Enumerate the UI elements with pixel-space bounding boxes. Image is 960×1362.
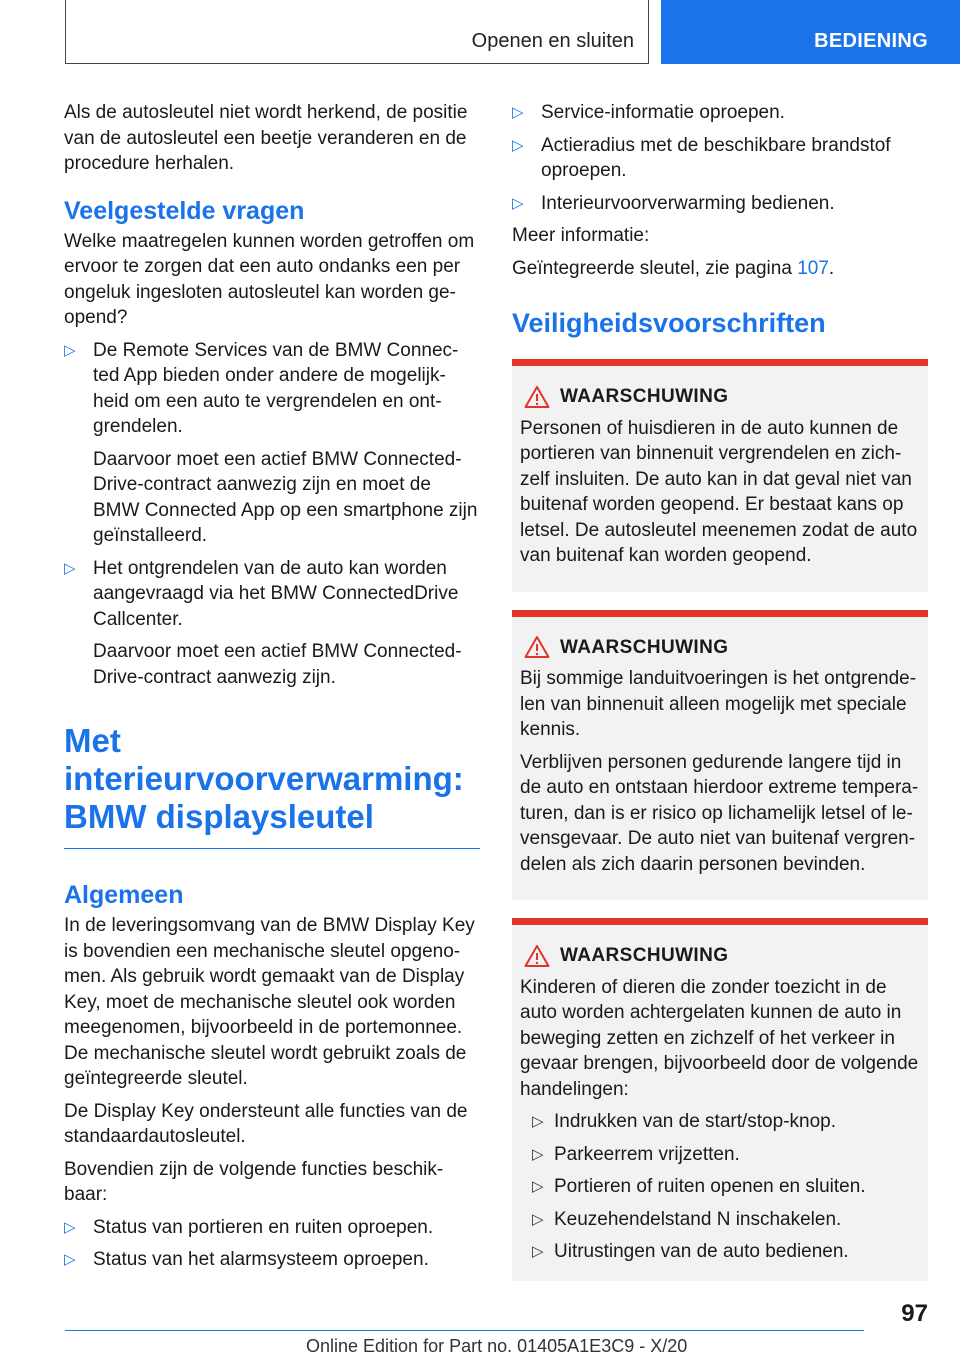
triangle-bullet-icon: ▷ xyxy=(64,1251,76,1268)
warning-text: Personen of huisdieren in de auto kunnen de portieren van binnenuit vergrendelen en zich-zelf insluiten. De auto kan in dat geval niet van buitenaf worden geopend. Er bestaat kans op letsel. De autosleutel meenemen zodat de auto van buitenaf kan worden geopend. xyxy=(520,417,918,566)
cross-reference xyxy=(512,256,928,282)
warning-text: Kinderen of dieren die zonder toezicht in de auto worden achtergelaten kunnen de auto in beweging zetten en zichzelf of het verkeer in gevaar brengen, bijvoorbeeld door de volgende handelingen: xyxy=(520,976,919,1100)
list-item xyxy=(520,1142,920,1168)
function-list xyxy=(64,1215,480,1273)
main-heading xyxy=(64,722,480,836)
warning-item-text: Uitrustingen van de auto bedienen. xyxy=(554,1241,849,1262)
main-heading-line: BMW displaysleutel xyxy=(64,798,374,835)
warning-header xyxy=(520,384,920,410)
triangle-bullet-icon: ▷ xyxy=(64,559,76,577)
list-item xyxy=(520,1207,920,1233)
function-text: Service-informatie oproepen. xyxy=(541,102,785,123)
general-heading: Algemeen xyxy=(64,881,184,909)
function-text: Status van portieren en ruiten oproepen. xyxy=(93,1216,434,1238)
warning-text: Bij sommige landuitvoeringen is het ontgrende-len van binnenuit alleen mogelijk met speciale kennis. xyxy=(520,668,917,740)
general-paragraph: Bovendien zijn de volgende functies beschik-baar: xyxy=(64,1158,444,1205)
function-text: Actieradius met de beschikbare brandstof oproepen. xyxy=(541,134,891,181)
warning-header xyxy=(520,635,920,661)
list-item xyxy=(64,1247,480,1273)
right-column xyxy=(512,100,928,1299)
list-item xyxy=(520,1109,920,1135)
reference-text: Geïntegreerde sleutel, zie pagina xyxy=(512,257,792,279)
warning-triangle-icon xyxy=(524,385,550,409)
faq-heading: Veelgestelde vragen xyxy=(64,196,305,225)
more-info-label: Meer informatie: xyxy=(512,225,650,246)
general-paragraph: De Display Key ondersteunt alle functies van de standaardautosleutel. xyxy=(64,1100,468,1147)
triangle-bullet-icon: ▷ xyxy=(512,136,524,154)
faq-list xyxy=(64,338,480,691)
triangle-bullet-icon: ▷ xyxy=(532,1210,544,1228)
header-section-box xyxy=(65,0,649,64)
list-item xyxy=(520,1174,920,1200)
warning-list xyxy=(520,1109,920,1265)
warning-triangle-icon xyxy=(524,635,550,659)
list-item xyxy=(512,100,928,126)
triangle-bullet-icon: ▷ xyxy=(512,104,524,121)
warning-item-text: Parkeerrem vrijzetten. xyxy=(554,1143,740,1165)
heading-divider xyxy=(64,848,480,849)
faq-item-extra: Daarvoor moet een actief BMW Connected-Drive-contract aanwezig zijn en moet de BMW Connected App op een smartphone zijn geïnstalleerd. xyxy=(93,448,478,546)
list-item xyxy=(520,1239,920,1265)
list-item xyxy=(512,191,928,217)
section-title: Openen en sluiten xyxy=(471,30,634,52)
triangle-bullet-icon: ▷ xyxy=(532,1145,544,1163)
general-paragraph: In de leveringsomvang van de BMW Display Key is bovendien een mechanische sleutel opgeno-men. Als gebruik wordt gemaakt van de Display Key, moet de mechanische sleutel ook worden meegenomen, bijvoorbeeld in de portemonnee. De mechanische sleutel wordt gebruikt zoals de geïntegreerde sleutel. xyxy=(64,915,475,1089)
main-heading-line: interieurvoorverwarming: xyxy=(64,760,464,797)
warning-title: WAARSCHUWING xyxy=(560,636,729,658)
intro-paragraph: Als de autosleutel niet wordt herkend, de positie van de autosleutel een beetje veranderen en de procedure herhalen. xyxy=(64,102,468,174)
main-heading-line: Met xyxy=(64,722,121,759)
warning-box xyxy=(512,918,928,1281)
footer-edition: Online Edition for Part no. 01405A1E3C9 - X/20 xyxy=(306,1336,688,1356)
chapter-tab[interactable] xyxy=(661,0,960,64)
list-item xyxy=(512,133,928,184)
triangle-bullet-icon: ▷ xyxy=(532,1243,544,1260)
warning-header xyxy=(520,943,920,969)
faq-question: Welke maatregelen kunnen worden getroffen om ervoor te zorgen dat een auto ondanks een per ongeluk ingesloten autosleutel kan worden ge-opend? xyxy=(64,230,475,328)
warning-box xyxy=(512,359,928,592)
list-item xyxy=(64,1215,480,1241)
safety-heading: Veiligheidsvoorschriften xyxy=(512,308,826,338)
left-column xyxy=(64,100,480,1280)
triangle-bullet-icon: ▷ xyxy=(512,194,524,212)
footer-divider xyxy=(65,1330,864,1331)
faq-item-text: Het ontgrendelen van de auto kan worden aangevraagd via het BMW ConnectedDrive Callcenter. xyxy=(93,557,459,630)
faq-item-text: De Remote Services van de BMW Connec-ted App bieden onder andere de mogelijk-heid om een auto te vergrendelen en ont-grendelen. xyxy=(93,339,459,437)
warning-box xyxy=(512,610,928,901)
function-text: Status van het alarmsysteem oproepen. xyxy=(93,1249,429,1270)
triangle-bullet-icon: ▷ xyxy=(532,1113,544,1130)
warning-item-text: Keuzehendelstand N inschakelen. xyxy=(554,1208,842,1230)
warning-title: WAARSCHUWING xyxy=(560,386,729,407)
list-item xyxy=(64,556,480,691)
page-reference-link[interactable]: 107 xyxy=(797,257,829,279)
warning-item-text: Portieren of ruiten openen en sluiten. xyxy=(554,1176,866,1197)
warning-triangle-icon xyxy=(524,944,550,968)
list-item xyxy=(64,338,480,549)
faq-item-extra: Daarvoor moet een actief BMW Connected-Drive-contract aanwezig zijn. xyxy=(93,641,462,688)
reference-end: . xyxy=(828,257,835,279)
warning-item-text: Indrukken van de start/stop-knop. xyxy=(554,1111,836,1132)
triangle-bullet-icon: ▷ xyxy=(532,1178,544,1195)
warning-text: Verblijven personen gedurende langere tijd in de auto en ontstaan hierdoor extreme tempera-turen, dan is er risico op lichamelijk letsel of le-vensgevaar. De auto niet van buitenaf vergren-delen als zich daarin personen bevinden. xyxy=(520,751,919,875)
function-list-continued xyxy=(512,100,928,216)
triangle-bullet-icon: ▷ xyxy=(64,341,76,359)
function-text: Interieurvoorverwarming bedienen. xyxy=(541,192,835,214)
page-number: 97 xyxy=(901,1300,928,1327)
triangle-bullet-icon: ▷ xyxy=(64,1218,76,1236)
warning-title: WAARSCHUWING xyxy=(560,945,729,966)
chapter-tab-label: BEDIENING xyxy=(814,30,928,52)
